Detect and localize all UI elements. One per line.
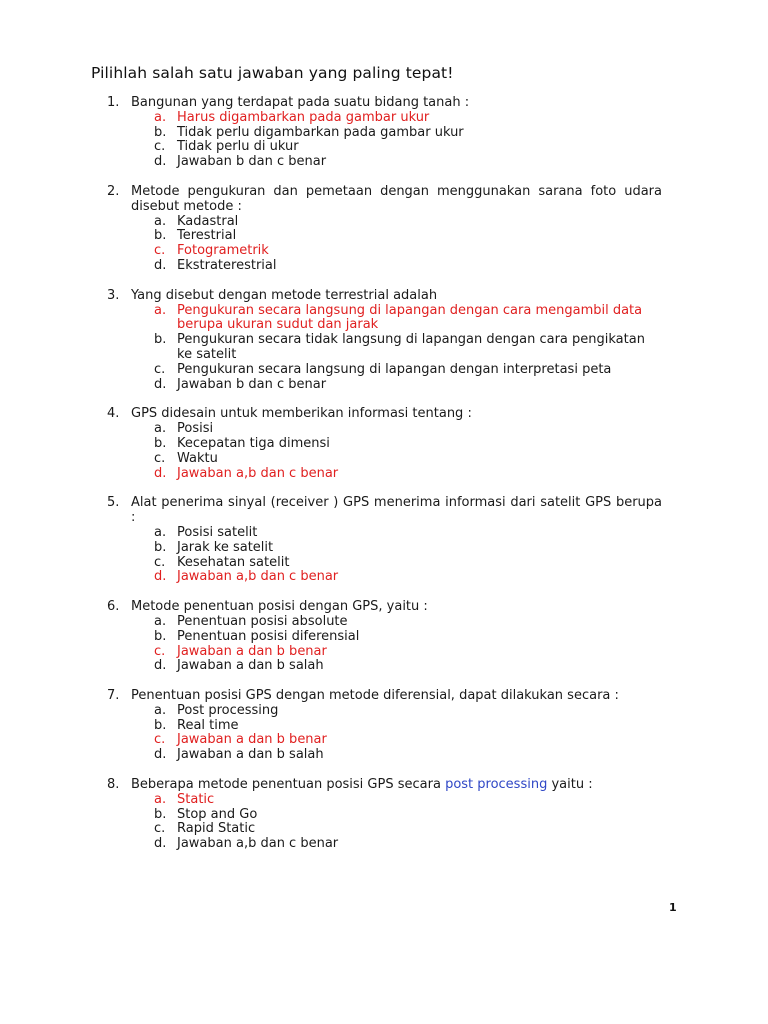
option-letter: c.: [154, 554, 166, 570]
answer-option: [154, 658, 662, 674]
answer-option: [154, 628, 662, 645]
option-text: Tidak perlu di ukur: [177, 139, 299, 155]
option-letter: a.: [154, 524, 167, 540]
option-letter: d.: [154, 376, 167, 392]
option-text: Static: [177, 791, 215, 807]
option-text: Fotogrametrik: [177, 243, 269, 259]
question-number: 5.: [107, 495, 120, 511]
answer-option: [154, 821, 662, 837]
question-prompt: Metode pengukuran dan pemetaan dengan menggunakan sarana foto udara disebut metode :: [131, 183, 662, 214]
answer-option-correct: [154, 569, 662, 585]
question-prompt-end: yaitu :: [547, 777, 593, 793]
question-text: [107, 777, 662, 793]
option-letter: a.: [154, 613, 167, 629]
answer-option-correct: [154, 643, 662, 660]
option-text: Jawaban b dan c benar: [177, 376, 327, 392]
option-letter: b.: [154, 806, 167, 822]
option-letter: c.: [154, 450, 166, 466]
option-letter: a.: [154, 702, 167, 718]
answer-option: [154, 228, 662, 244]
option-text: Stop and Go: [177, 806, 258, 822]
option-letter: a.: [154, 421, 167, 437]
answer-option: [154, 836, 662, 852]
answer-options: [0, 615, 768, 674]
question-item: [0, 96, 768, 170]
question-prompt: Alat penerima sinyal (receiver ) GPS menerima informasi dari satelit GPS berupa :: [131, 495, 662, 526]
answer-option: [154, 524, 662, 541]
option-text: Penentuan posisi diferensial: [177, 628, 360, 644]
answer-options: [0, 111, 768, 170]
option-letter: b.: [154, 228, 167, 244]
option-text: Posisi: [177, 421, 214, 437]
option-letter: d.: [154, 569, 167, 585]
option-text: Jawaban a dan b benar: [177, 643, 327, 659]
question-text: [107, 406, 662, 422]
option-text: Penentuan posisi absolute: [177, 613, 348, 629]
answer-option-correct: [154, 732, 662, 748]
option-text: Kesehatan satelit: [177, 554, 290, 570]
option-text: Kecepatan tiga dimensi: [177, 435, 330, 451]
question-number: 3.: [107, 287, 120, 303]
option-letter: a.: [154, 791, 167, 807]
answer-option: [154, 332, 662, 363]
answer-option: [154, 376, 662, 393]
question-number: 6.: [107, 599, 120, 615]
option-letter: a.: [154, 302, 167, 318]
option-letter: b.: [154, 124, 167, 140]
option-text: Jarak ke satelit: [177, 539, 274, 555]
question-number: 7.: [107, 688, 120, 704]
answer-option: [154, 702, 662, 719]
option-text: Pengukuran secara tidak langsung di lapangan dengan cara pengikatan ke satelit: [177, 332, 645, 362]
question-list: [0, 96, 768, 867]
answer-option-correct: [154, 109, 662, 126]
option-letter: d.: [154, 154, 167, 170]
option-text: Pengukuran secara langsung di lapangan dengan interpretasi peta: [177, 361, 612, 377]
option-letter: c.: [154, 139, 166, 155]
answer-option-correct: [154, 243, 662, 259]
option-letter: c.: [154, 361, 166, 377]
option-text: Jawaban a,b dan c benar: [177, 465, 339, 481]
answer-option: [154, 361, 662, 378]
highlighted-term: post processing: [445, 777, 548, 793]
option-letter: b.: [154, 539, 167, 555]
question-number: 8.: [107, 777, 120, 793]
answer-option: [154, 154, 662, 170]
option-letter: d.: [154, 257, 167, 273]
question-text: [107, 599, 662, 615]
option-text: Rapid Static: [177, 821, 256, 837]
answer-option: [154, 539, 662, 556]
question-item: [0, 496, 768, 585]
option-text: Jawaban a dan b benar: [177, 732, 327, 748]
question-item: [0, 407, 768, 481]
option-letter: d.: [154, 747, 167, 763]
answer-option: [154, 213, 662, 230]
option-letter: c.: [154, 243, 166, 259]
answer-options: [0, 793, 768, 852]
option-text: Harus digambarkan pada gambar ukur: [177, 109, 430, 125]
option-letter: b.: [154, 332, 167, 348]
option-text: Tidak perlu digambarkan pada gambar ukur: [177, 124, 464, 140]
question-item: [0, 778, 768, 852]
option-letter: a.: [154, 213, 167, 229]
answer-option: [154, 806, 662, 823]
answer-options: [0, 215, 768, 274]
option-text: Jawaban a dan b salah: [177, 658, 324, 674]
answer-option: [154, 747, 662, 763]
question-item: [0, 689, 768, 763]
question-item: [0, 289, 768, 393]
option-text: Terestrial: [177, 228, 237, 244]
option-letter: a.: [154, 109, 167, 125]
question-prompt: Metode penentuan posisi dengan GPS, yaitu :: [131, 599, 428, 615]
answer-option: [154, 139, 662, 155]
answer-option-correct: [154, 791, 662, 808]
option-text: Pengukuran secara langsung di lapangan dengan cara mengambil data berupa ukuran sudut dan jarak: [177, 302, 643, 333]
answer-option: [154, 554, 662, 571]
answer-option: [154, 435, 662, 452]
option-letter: b.: [154, 628, 167, 644]
question-number: 2.: [107, 183, 120, 199]
option-text: Jawaban b dan c benar: [177, 154, 327, 170]
option-text: Jawaban a,b dan c benar: [177, 836, 339, 852]
option-letter: c.: [154, 732, 166, 748]
option-text: Kadastral: [177, 213, 239, 229]
answer-option-correct: [154, 302, 662, 334]
option-letter: d.: [154, 836, 167, 852]
question-prompt: GPS didesain untuk memberikan informasi tentang :: [131, 406, 472, 422]
question-text: [107, 95, 662, 111]
question-item: [0, 185, 768, 274]
option-letter: b.: [154, 435, 167, 451]
option-letter: d.: [154, 465, 167, 481]
option-text: Real time: [177, 717, 239, 733]
option-letter: b.: [154, 717, 167, 733]
answer-options: [0, 526, 768, 585]
question-text: [107, 688, 662, 704]
option-letter: d.: [154, 658, 167, 674]
answer-option: [154, 450, 662, 467]
question-number: 1.: [107, 95, 120, 110]
question-prompt: Penentuan posisi GPS dengan metode diferensial, dapat dilakukan secara :: [131, 688, 619, 704]
question-text: [107, 287, 662, 304]
answer-option-correct: [154, 465, 662, 482]
question-text: [107, 495, 662, 526]
answer-option: [154, 257, 662, 274]
answer-option: [154, 124, 662, 141]
answer-options: [0, 422, 768, 481]
option-letter: c.: [154, 821, 166, 837]
option-text: Jawaban a dan b salah: [177, 747, 324, 763]
answer-option: [154, 613, 662, 630]
option-text: Posisi satelit: [177, 524, 258, 540]
answer-option: [154, 421, 662, 437]
question-item: [0, 600, 768, 674]
question-prompt: Bangunan yang terdapat pada suatu bidang tanah :: [131, 95, 470, 110]
question-text: [107, 183, 662, 215]
option-text: Post processing: [177, 702, 279, 718]
option-letter: c.: [154, 643, 166, 659]
question-prompt: Beberapa metode penentuan posisi GPS secara: [131, 777, 446, 793]
answer-options: [0, 304, 768, 393]
option-text: Ekstraterestrial: [177, 257, 277, 273]
option-text: Waktu: [177, 450, 218, 466]
page-number: 1: [669, 901, 677, 914]
answer-options: [0, 704, 768, 763]
instructions-heading: Pilihlah salah satu jawaban yang paling tepat!: [91, 64, 454, 82]
question-number: 4.: [107, 406, 120, 422]
answer-option: [154, 717, 662, 734]
option-text: Jawaban a,b dan c benar: [177, 569, 339, 585]
question-prompt: Yang disebut dengan metode terrestrial adalah: [131, 287, 438, 303]
